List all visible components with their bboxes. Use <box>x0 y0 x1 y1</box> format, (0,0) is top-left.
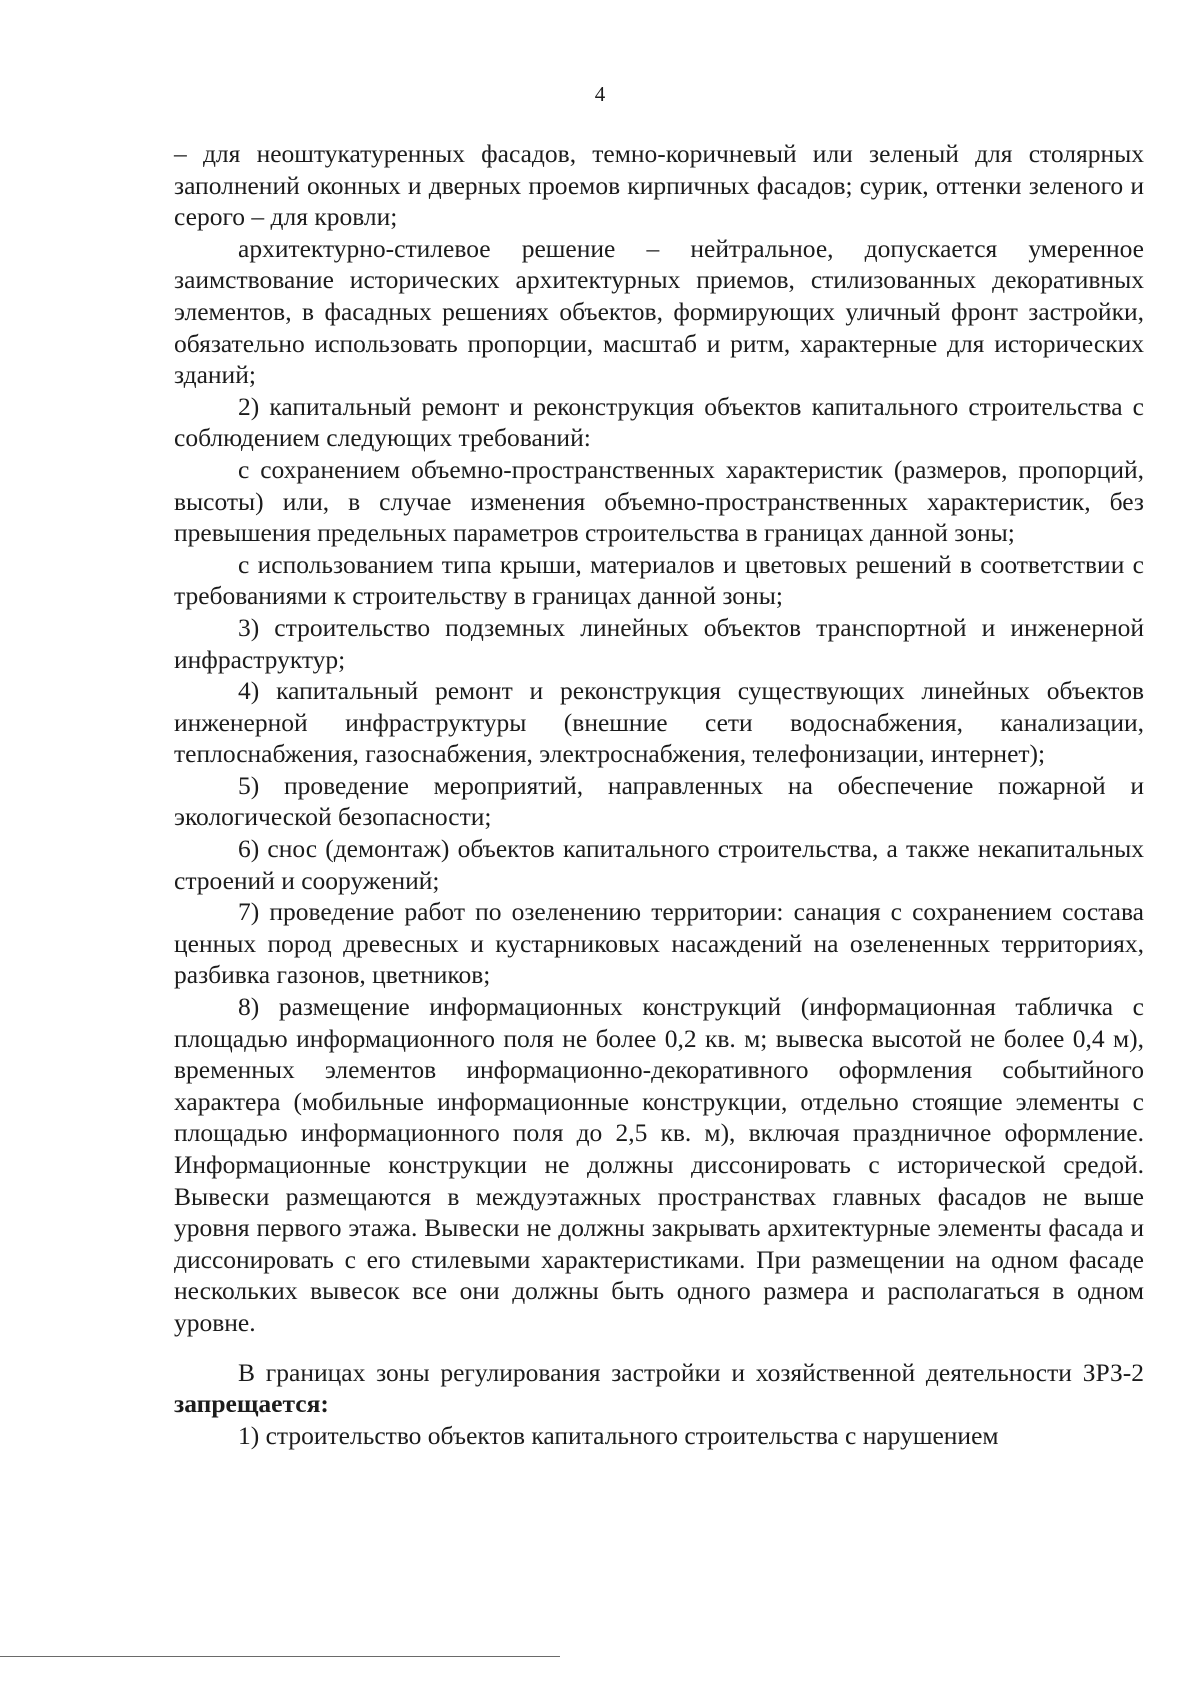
paragraph-item-6-demolition: 6) снос (демонтаж) объектов капитального строительства, а также некапитальных строений и сооружений; <box>174 834 1144 895</box>
document-body <box>174 138 1144 1451</box>
bottom-rule <box>0 1656 560 1657</box>
paragraph-item-7-landscaping: 7) проведение работ по озеленению территории: санация с сохранением состава ценных пород древесных и кустарниковых насаждений на озелененных территориях, разбивка газонов, цветников; <box>174 897 1144 990</box>
paragraph-volume-preservation: с сохранением объемно-пространственных характеристик (размеров, пропорций, высоты) или, в случае изменения объемно-пространственных характеристик, без превышения предельных параметров строительства в границах данной зоны; <box>174 454 1144 548</box>
paragraph-item-8-signage: 8) размещение информационных конструкций (информационная табличка с площадью информационного поля не более 0,2 кв. м; вывеска высотой не более 0,4 м), временных элементов информационно-декоративного оформления событийного характера (мобильные информационные конструкции, отдельно стоящие элементы с площадью информационного поля до 2,5 кв. м), включая праздничное оформление. Информационные конструкции не должны диссонировать с исторической средой. Вывески размещаются в междуэтажных пространствах главных фасадов не выше уровня первого этажа. Вывески не должны закрывать архитектурные элементы фасада и диссонировать с его стилевыми характеристиками. При размещении на одном фасаде нескольких вывесок все они должны быть одного размера и располагаться в одном уровне. <box>174 992 1144 1337</box>
paragraph-item-3-underground-objects: 3) строительство подземных линейных объектов транспортной и инженерной инфраструктур; <box>174 612 1144 674</box>
paragraph-architectural-style: архитектурно-стилевое решение – нейтральное, допускается умеренное заимствование исторических архитектурных приемов, стилизованных декоративных элементов, в фасадных решениях объектов, формирующих уличный фронт застройки, обязательно использовать пропорции, масштаб и ритм, характерные для исторических зданий; <box>174 233 1144 390</box>
page-number: 4 <box>594 82 606 106</box>
paragraph-roof-materials: с использованием типа крыши, материалов и цветовых решений в соответствии с требованиями к строительству в границах данной зоны; <box>174 549 1144 611</box>
section-intro: В границах зоны регулирования застройки и хозяйственной деятельности ЗРЗ-2 <box>238 1357 1144 1387</box>
section-emphasis: запрещается: <box>174 1389 329 1419</box>
paragraph-facade-colors: – для неоштукатуренных фасадов, темно-коричневый или зеленый для столярных заполнений оконных и дверных проемов кирпичных фасадов; сурик, оттенки зеленого и серого – для кровли; <box>174 139 1144 232</box>
paragraph-prohibited-item-1: 1) строительство объектов капитального строительства с нарушением <box>238 1420 999 1450</box>
paragraph-item-2-capital-repair: 2) капитальный ремонт и реконструкция объектов капитального строительства с соблюдением следующих требований: <box>174 391 1144 453</box>
paragraph-item-5-safety: 5) проведение мероприятий, направленных на обеспечение пожарной и экологической безопасности; <box>174 770 1144 832</box>
paragraph-item-4-engineering-networks: 4) капитальный ремонт и реконструкция существующих линейных объектов инженерной инфраструктуры (внешние сети водоснабжения, канализации, теплоснабжения, газоснабжения, электроснабжения, телефонизации, интернет); <box>174 676 1144 769</box>
section-heading-prohibited <box>174 1357 1144 1420</box>
